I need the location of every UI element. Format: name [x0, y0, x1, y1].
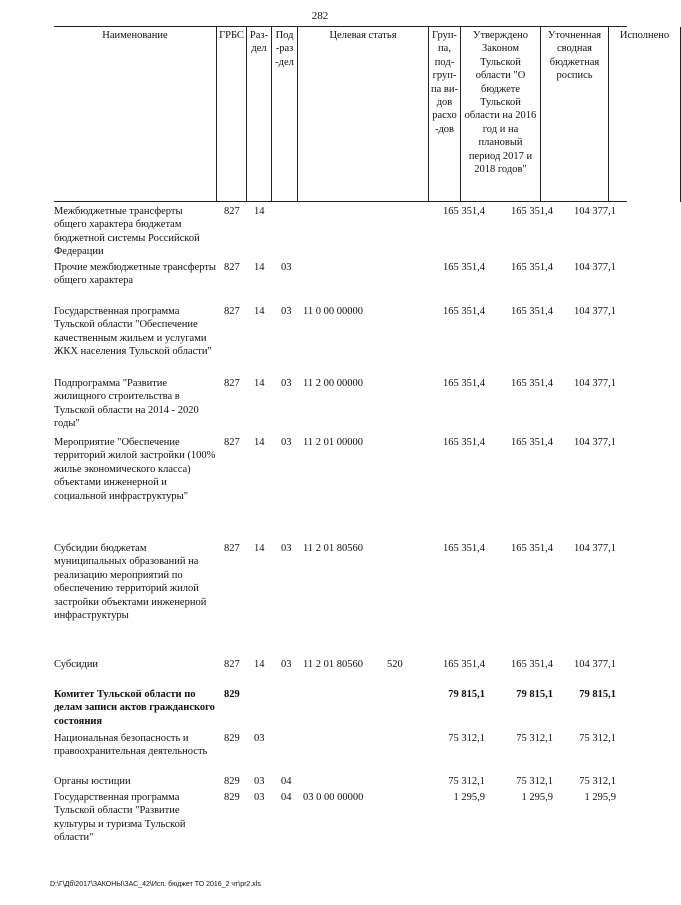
- row-podrazdel: 03: [281, 659, 292, 670]
- header-razdel: Раз-дел: [247, 27, 272, 202]
- row-utochnennaya: 1 295,9: [521, 792, 553, 803]
- header-utochnennaya: Уточненная сводная бюджетная роспись: [541, 27, 609, 202]
- row-ispolneno: 75 312,1: [579, 776, 616, 787]
- row-ispolneno: 104 377,1: [574, 659, 616, 670]
- row-grbs: 827: [224, 206, 240, 217]
- page-number: 282: [311, 10, 329, 22]
- row-ispolneno: 104 377,1: [574, 262, 616, 273]
- row-utochnennaya: 75 312,1: [516, 733, 553, 744]
- row-razdel: 14: [254, 378, 265, 389]
- row-razdel: 03: [254, 792, 265, 803]
- row-utverzhdeno: 1 295,9: [453, 792, 485, 803]
- header-ispolneno: Исполнено: [609, 27, 681, 202]
- row-utverzhdeno: 165 351,4: [443, 378, 485, 389]
- row-name: Мероприятие "Обеспечение территорий жилой застройки (100% жилье экономического класса) объектами инженерной и социальной инфраструктуры": [54, 437, 216, 502]
- row-name: Подпрограмма "Развитие жилищного строительства в Тульской области на 2014 - 2020 годы": [54, 378, 199, 430]
- row-utverzhdeno: 165 351,4: [443, 543, 485, 554]
- row-ispolneno: 75 312,1: [579, 733, 616, 744]
- row-utochnennaya: 165 351,4: [511, 262, 553, 273]
- row-grbs: 827: [224, 543, 240, 554]
- row-grbs: 827: [224, 306, 240, 317]
- row-utverzhdeno: 165 351,4: [443, 659, 485, 670]
- row-name: Национальная безопасность и правоохранительная деятельность: [54, 733, 208, 758]
- row-utochnennaya: 75 312,1: [516, 776, 553, 787]
- file-path-footer: D:\Г\Дб\2017\ЗАКОНЫ\ЗАС_42\Исп. бюджет ТО 2016_2 чт\pr2.xls: [50, 881, 261, 888]
- row-celevaya: 03 0 00 00000: [303, 792, 364, 803]
- row-razdel: 14: [254, 262, 265, 273]
- row-name: Субсидии: [54, 659, 99, 670]
- row-celevaya: 11 2 01 80560: [303, 659, 363, 670]
- row-name: Государственная программа Тульской области "Обеспечение качественным жильем и услугами ЖКХ населения Тульской области": [54, 306, 212, 358]
- row-razdel: 14: [254, 206, 265, 217]
- row-ispolneno: 104 377,1: [574, 378, 616, 389]
- row-utochnennaya: 79 815,1: [516, 689, 553, 700]
- row-celevaya: 11 0 00 00000: [303, 306, 363, 317]
- row-podrazdel: 04: [281, 776, 292, 787]
- row-ispolneno: 104 377,1: [574, 437, 616, 448]
- row-utochnennaya: 165 351,4: [511, 378, 553, 389]
- header-divider: [54, 201, 627, 202]
- header-gruppa: Груп-па, под-груп-па ви-дов расхо-дов: [429, 27, 461, 202]
- table-header: [54, 26, 670, 202]
- row-razdel: 03: [254, 733, 265, 744]
- header-utverzhdeno: Утверждено Законом Тульской области "О бюджете Тульской области на 2016 год и на плановый период 2017 и 2018 годов": [461, 27, 541, 202]
- row-grbs: 829: [224, 689, 240, 700]
- header-grbs: ГРБС: [217, 27, 247, 202]
- row-grbs: 829: [224, 792, 240, 803]
- row-name: Государственная программа Тульской области "Развитие культуры и туризма Тульской области": [54, 792, 186, 844]
- row-utverzhdeno: 165 351,4: [443, 206, 485, 217]
- row-utochnennaya: 165 351,4: [511, 437, 553, 448]
- row-celevaya: 11 2 01 00000: [303, 437, 363, 448]
- row-utverzhdeno: 165 351,4: [443, 437, 485, 448]
- row-utverzhdeno: 165 351,4: [443, 306, 485, 317]
- row-utochnennaya: 165 351,4: [511, 206, 553, 217]
- row-razdel: 14: [254, 543, 265, 554]
- row-grbs: 827: [224, 378, 240, 389]
- row-podrazdel: 03: [281, 378, 292, 389]
- row-utochnennaya: 165 351,4: [511, 306, 553, 317]
- row-utverzhdeno: 165 351,4: [443, 262, 485, 273]
- row-name: Прочие межбюджетные трансферты общего характера: [54, 262, 216, 287]
- row-podrazdel: 03: [281, 262, 292, 273]
- row-name: Субсидии бюджетам муниципальных образований на реализацию мероприятий по обеспечению территорий жилой застройки объектами инженерной инфраструктуры: [54, 543, 207, 622]
- row-ispolneno: 104 377,1: [574, 306, 616, 317]
- row-grbs: 829: [224, 776, 240, 787]
- row-utverzhdeno: 75 312,1: [448, 776, 485, 787]
- row-grbs: 829: [224, 733, 240, 744]
- row-podrazdel: 03: [281, 306, 292, 317]
- row-ispolneno: 1 295,9: [584, 792, 616, 803]
- row-grbs: 827: [224, 437, 240, 448]
- row-name: Межбюджетные трансферты общего характера бюджетам бюджетной системы Российской Федерации: [54, 206, 200, 258]
- header-celevaya: Целевая статья: [298, 27, 429, 202]
- row-gruppa: 520: [387, 659, 403, 670]
- row-utverzhdeno: 75 312,1: [448, 733, 485, 744]
- row-utverzhdeno: 79 815,1: [448, 689, 485, 700]
- row-razdel: 14: [254, 659, 265, 670]
- row-celevaya: 11 2 00 00000: [303, 378, 363, 389]
- header-podrazdel: Под-раз-дел: [272, 27, 298, 202]
- row-razdel: 14: [254, 306, 265, 317]
- row-ispolneno: 104 377,1: [574, 206, 616, 217]
- row-podrazdel: 03: [281, 437, 292, 448]
- row-grbs: 827: [224, 659, 240, 670]
- row-name: Комитет Тульской области по делам записи актов гражданского состояния: [54, 689, 215, 727]
- row-ispolneno: 104 377,1: [574, 543, 616, 554]
- header-name: Наименование: [54, 27, 217, 202]
- row-razdel: 03: [254, 776, 265, 787]
- row-celevaya: 11 2 01 80560: [303, 543, 363, 554]
- row-razdel: 14: [254, 437, 265, 448]
- row-ispolneno: 79 815,1: [579, 689, 616, 700]
- row-utochnennaya: 165 351,4: [511, 543, 553, 554]
- row-grbs: 827: [224, 262, 240, 273]
- row-podrazdel: 04: [281, 792, 292, 803]
- row-podrazdel: 03: [281, 543, 292, 554]
- row-name: Органы юстиции: [54, 776, 131, 787]
- row-utochnennaya: 165 351,4: [511, 659, 553, 670]
